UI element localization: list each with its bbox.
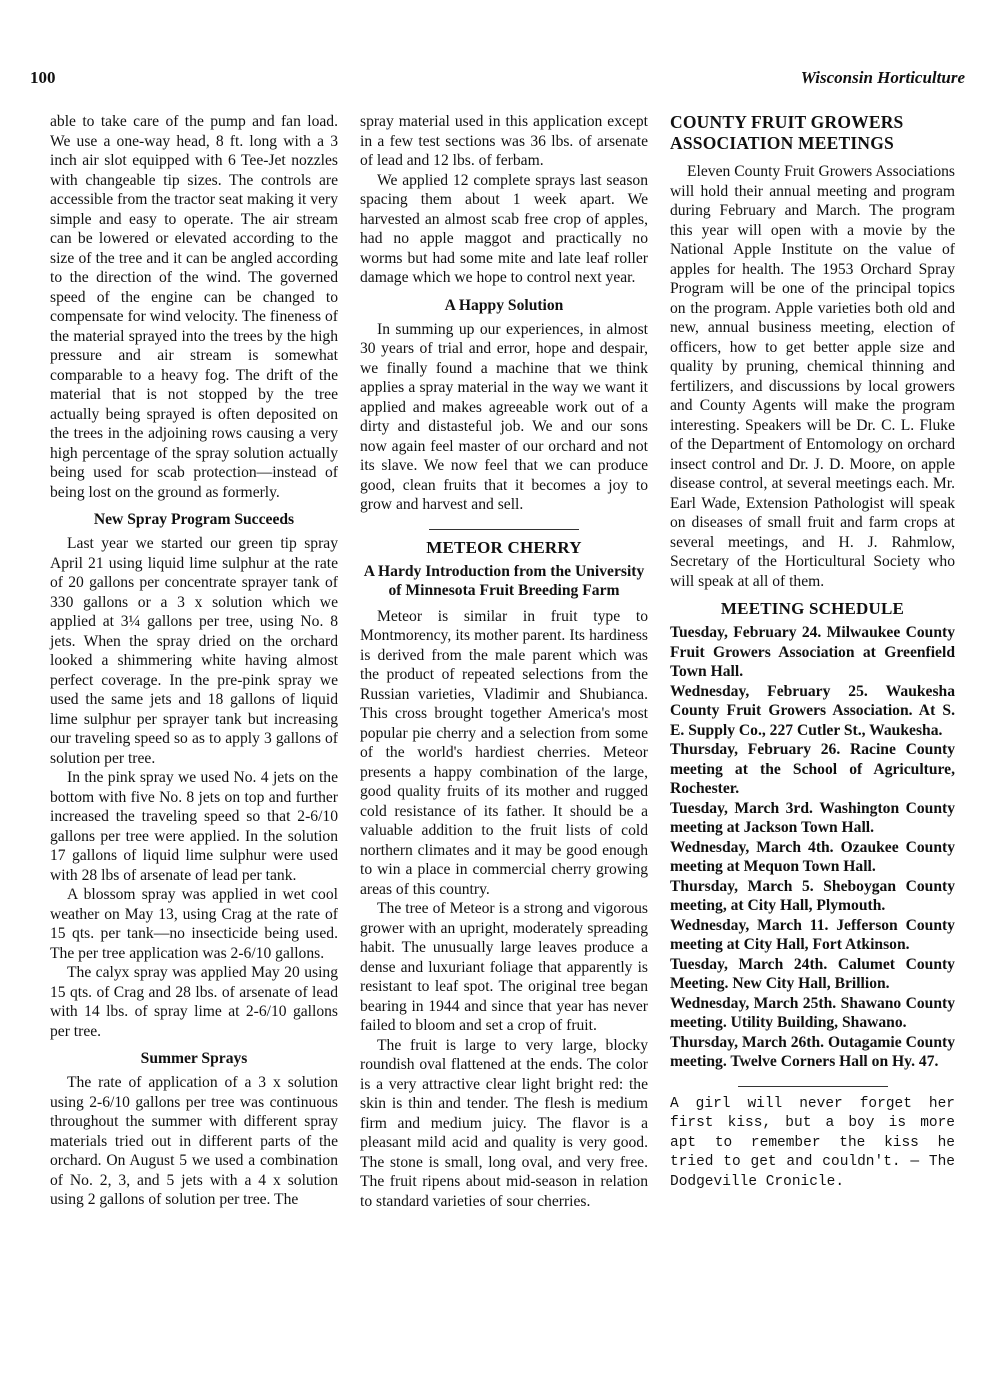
section-heading: New Spray Program Succeeds bbox=[93, 511, 295, 528]
meeting-date: Tuesday, February 24. bbox=[670, 624, 822, 641]
meeting-entry bbox=[670, 994, 955, 1033]
running-title: Wisconsin Horticulture bbox=[800, 68, 965, 87]
meeting-date: Thursday, March 5. bbox=[670, 877, 814, 895]
meeting-details: Milwaukee County Fruit Growers Association at Greenfield Town Hall. bbox=[670, 624, 955, 680]
paragraph: Eleven County Fruit Growers Associations will hold their annual meeting and program during February and March. The program this year will open with a movie by the National Apple Institute on the value of apples for health. The 1953 Orchard Spray Program will be one of the principal topics on the program. Apple varieties both old and new, annual business meeting, election of officers, how to get better apple size and quality by pruning, chemical thinning and fertilizers, and discussions by local growers and County Agents will make the program interesting. Speakers will be Dr. C. L. Fluke of the Department of Entomology on orchard insect control and Dr. J. D. Moore, on apple disease control, at several meetings each. Mr. Earl Wade, Extension Pathologist will speak on diseases of small fruit and farm crops at several meetings, and H. J. Rahmlow, Secretary of the Horticultural Society who will speak at all of them. bbox=[670, 163, 955, 590]
meeting-date: Tuesday, March 3rd. bbox=[670, 799, 813, 817]
column-left bbox=[50, 112, 338, 1210]
meeting-date: Thursday, March 26th. bbox=[670, 1033, 825, 1051]
page-header bbox=[30, 68, 965, 92]
meeting-entry bbox=[670, 682, 955, 741]
meeting-date: Thursday, February 26. bbox=[670, 741, 841, 758]
filler-quote: A girl will never forget her first kiss, but a boy is more apt to remember the kiss he tried to get and couldn't. — The Dodgeville Cronicle. bbox=[670, 1095, 955, 1190]
meeting-entry bbox=[670, 799, 955, 838]
meeting-entry bbox=[670, 838, 955, 877]
meeting-date: Wednesday, March 25th. bbox=[670, 994, 837, 1012]
meeting-date: Wednesday, March 11. bbox=[670, 916, 829, 934]
meeting-schedule-list bbox=[670, 623, 955, 1072]
divider bbox=[429, 529, 579, 530]
meeting-details: Calumet County Meeting. New City Hall, Brillion. bbox=[670, 955, 955, 992]
meeting-details: Outagamie County meeting. Twelve Corners Hall on Hy. 47. bbox=[670, 1033, 955, 1070]
paragraph: Meteor is similar in fruit type to Montmorency, its mother parent. Its hardiness is derived from the male parent which was the product of repeated selections from the Russian varieties, Vladimir and Shubianca. This cross brought together America's most popular pie cherry and a selection from some of the world's hardiest cherries. Meteor presents a happy combination of the large, good quality fruits of its mother and rugged cold resistance of its father. It should be a valuable addition to the fruit lists of cold northern climates and it may be good enough to win a place in commercial cherry growing areas of this country. bbox=[360, 607, 648, 898]
column-right bbox=[670, 112, 955, 1192]
paragraph: able to take care of the pump and fan load. We use a one-way head, 8 ft. long with a 3 inch air slot equipped with 6 Tee-Jet nozzles with changeable tip sizes. The controls are accessible from the tractor seat making it very simple and easy to operate. The air stream can be lowered or elevated according to the size of the tree and it can be angled according to the direction of the wind. The governed speed of the engine can be changed to compensate for wind velocity. The fineness of the material sprayed into the trees by the high pressure and air stream is somewhat comparable to a heavy fog. The drift of the material that is not stopped by the tree actually being sprayed is often deposited on the trees in the adjoining rows causing a very high percentage of the spray solution actually being used for scab protection—instead of being lost on the ground as formerly. bbox=[50, 113, 338, 501]
meeting-entry bbox=[670, 955, 955, 994]
meeting-entry bbox=[670, 740, 955, 799]
paragraph: The tree of Meteor is a strong and vigorous grower with an upright, moderately spreading habit. The unusually large leaves produce a dense and luxuriant foliage that apparently is resistant to leaf spot. The original tree began bearing in 1944 and since that year has never failed to bloom and set a crop of fruit. bbox=[360, 900, 648, 1034]
paragraph: In the pink spray we used No. 4 jets on the bottom with five No. 8 jets on top and further increased the traveling speed so that 2-6/10 gallons per tree were applied. In the solution 17 gallons of liquid lime sulphur were used with 28 lbs of arsenate of lead per tank. bbox=[50, 769, 338, 884]
divider bbox=[738, 1086, 888, 1087]
paragraph: Last year we started our green tip spray April 21 using liquid lime sulphur at the rate of 20 gallons per concentrate sprayer tank of 330 gallons or a 3 x solution which we applied at 3¼ gallons per tree, using No. 8 jets. When the spray dried on the orchard looked a shimmering white having almost perfect coverage. In the pre-pink spray we used the same jets and 18 gallons of liquid lime sulphur per sprayer tank but increasing our traveling speed so as to apply 3 gallons of solution per tree. bbox=[50, 535, 338, 767]
paragraph: The fruit is large to very large, blocky roundish oval flattened at the ends. The color is a very attractive clear light bright red: the skin is thin and tender. The flesh is medium firm and medium juicy. The flavor is a pleasant mild acid and quality is very good. The stone is small, long oval, and very free. The fruit ripens about mid-season in relation to standard varieties of sour cherries. bbox=[360, 1036, 648, 1210]
paragraph: spray material used in this application except in a few test sections was 36 lbs. of arsenate of lead and 12 lbs. of ferbam. bbox=[360, 113, 648, 169]
meeting-details: Shawano County meeting. Utility Building, Shawano. bbox=[670, 994, 956, 1031]
article-title: METEOR CHERRY bbox=[426, 537, 582, 557]
meeting-details: Racine County meeting at the School of Agriculture, Rochester. bbox=[670, 741, 955, 797]
section-heading: Summer Sprays bbox=[140, 1050, 248, 1067]
paragraph: We applied 12 complete sprays last season spacing them about 1 week apart. We harvested an almost scab free crop of apples, had no apple maggot and practically no worms but had some mite and late leaf roller damage which we hope to control next year. bbox=[360, 171, 648, 286]
page-number: 100 bbox=[30, 68, 56, 87]
meeting-date: Wednesday, February 25. bbox=[670, 682, 868, 700]
column-middle bbox=[360, 112, 648, 1211]
meeting-details: Sheboygan County meeting, at City Hall, Plymouth. bbox=[670, 877, 955, 914]
meeting-date: Tuesday, March 24th. bbox=[670, 955, 828, 973]
meeting-entry bbox=[670, 1033, 955, 1072]
paragraph: A blossom spray was applied in wet cool weather on May 13, using Crag at the rate of 15 qts. per tank—no insecticide being used. The per tree application was 2-6/10 gallons. bbox=[50, 886, 338, 962]
article-subtitle: A Hardy Introduction from the University of Minnesota Fruit Breeding Farm bbox=[363, 562, 645, 599]
section-heading: MEETING SCHEDULE bbox=[720, 599, 905, 618]
article-title: COUNTY FRUIT GROWERS ASSOCIATION MEETINGS bbox=[670, 112, 904, 153]
paragraph: In summing up our experiences, in almost 30 years of trial and error, hope and despair, we finally found a machine that we think applies a spray material in the way we want it applied and makes agreeable work out of a dirty and distasteful job. We and our sons now again feel master of our orchard and not its slave. We now feel that we can produce good, clean fruits that it becomes a joy to grow and harvest and sell. bbox=[360, 320, 648, 513]
section-heading: A Happy Solution bbox=[444, 296, 564, 314]
meeting-entry bbox=[670, 623, 955, 682]
meeting-date: Wednesday, March 4th. bbox=[670, 838, 834, 856]
meeting-entry bbox=[670, 916, 955, 955]
meeting-details: Ozaukee County meeting at Mequon Town Hall. bbox=[670, 838, 956, 875]
paragraph: The rate of application of a 3 x solution using 2-6/10 gallons per tree was continuous throughout the summer with different spray materials tried out in different parts of the orchard. On August 5 we used a combination of No. 2, 3, and 5 jets with a 4 x solution using 2 gallons of solution per tree. The bbox=[50, 1074, 338, 1208]
meeting-entry bbox=[670, 877, 955, 916]
meeting-details: Washington County meeting at Jackson Town Hall. bbox=[670, 799, 955, 836]
meeting-details: Waukesha County Fruit Growers Association. At S. E. Supply Co., 227 Cutler St., Waukesha. bbox=[670, 682, 956, 739]
meeting-details: Jefferson County meeting at City Hall, Fort Atkinson. bbox=[670, 916, 955, 953]
paragraph: The calyx spray was applied May 20 using 15 qts. of Crag and 28 lbs. of arsenate of lead with 14 lbs. of spray lime at 2-6/10 gallons per tree. bbox=[50, 964, 338, 1040]
